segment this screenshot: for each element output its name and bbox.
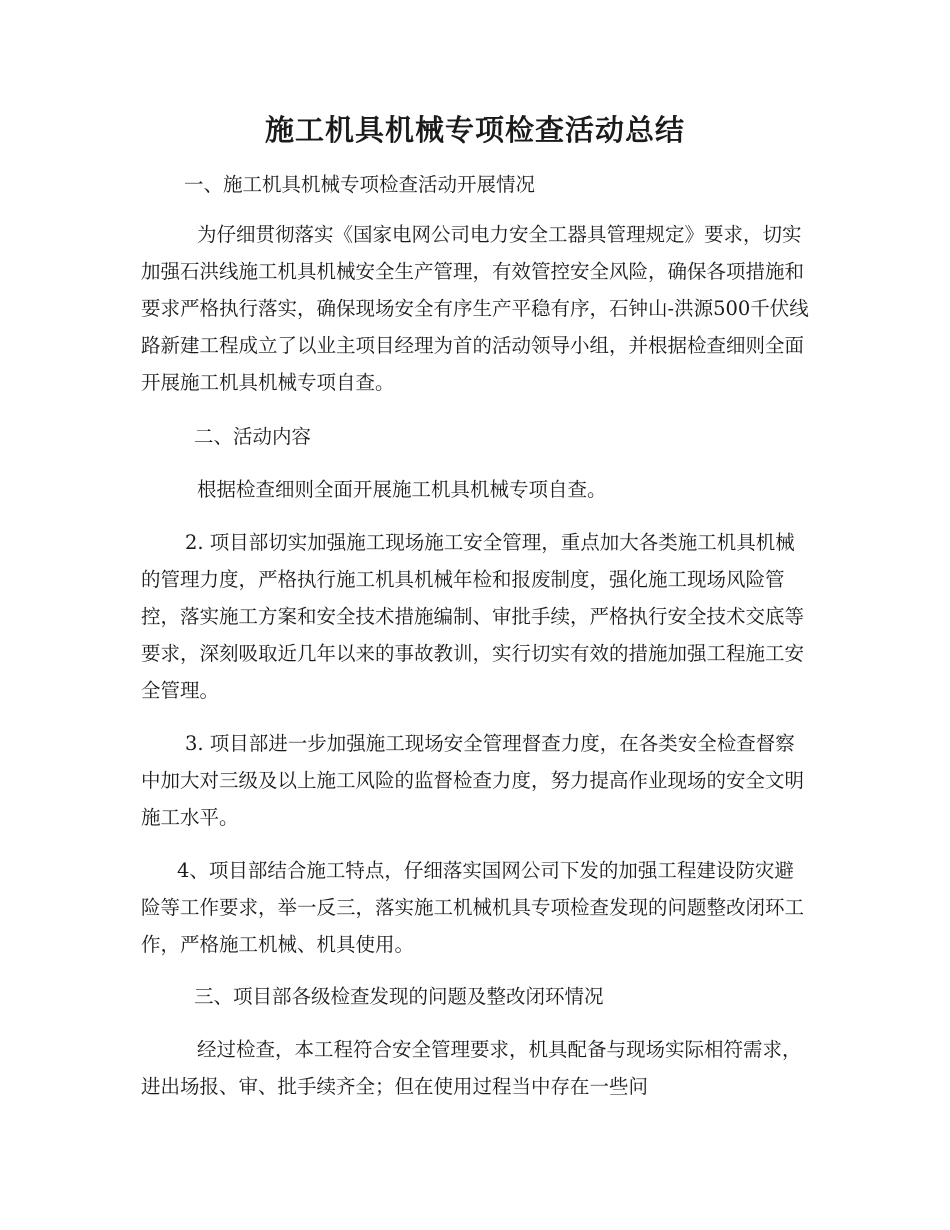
section-3-paragraph: 经过检查，本工程符合安全管理要求，机具配备与现场实际相符需求，进出场报、审、批手续齐全；但在使用过程当中存在一些问 [141,1038,802,1098]
section-heading-2: 二、活动内容 [194,425,312,448]
section-heading-3: 三、项目部各级检查发现的问题及整改闭环情况 [194,985,604,1008]
list-item-4: 4、项目部结合施工特点，仔细落实国网公司下发的加强工程建设防灾避险等工作要求，举一反三，落实施工机械机具专项检查发现的问题整改闭环工作，严格施工机械、机具使用。 [141,859,805,956]
list-item-3: 3. 项目部进一步加强施工现场安全管理督查力度，在各类安全检查督察中加大对三级及以上施工风险的监督检查力度，努力提高作业现场的安全文明施工水平。 [141,732,805,829]
section-1-paragraph: 为仔细贯彻落实《国家电网公司电力安全工器具管理规定》要求，切实加强石洪线施工机具机械安全生产管理，有效管控安全风险，确保各项措施和要求严格执行落实，确保现场安全有序生产平稳有序，石钟山-洪源500千伏线路新建工程成立了以业主项目经理为首的活动领导小组，并根据检查细则全面开展施工机具机械专项自查。 [141,223,809,394]
document-title: 施工机具机械专项检查活动总结 [264,113,685,147]
section-2-paragraph: 根据检查细则全面开展施工机具机械专项自查。 [197,478,607,501]
list-item-2: 2. 项目部切实加强施工现场施工安全管理，重点加大各类施工机具机械的管理力度，严格执行施工机具机械年检和报废制度，强化施工现场风险管控，落实施工方案和安全技术措施编制、审批手续，严格执行安全技术交底等要求，深刻吸取近几年以来的事故教训，实行切实有效的措施加强工程施工安全管理。 [141,531,805,702]
section-heading-1: 一、施工机具机械专项检查活动开展情况 [184,173,536,196]
